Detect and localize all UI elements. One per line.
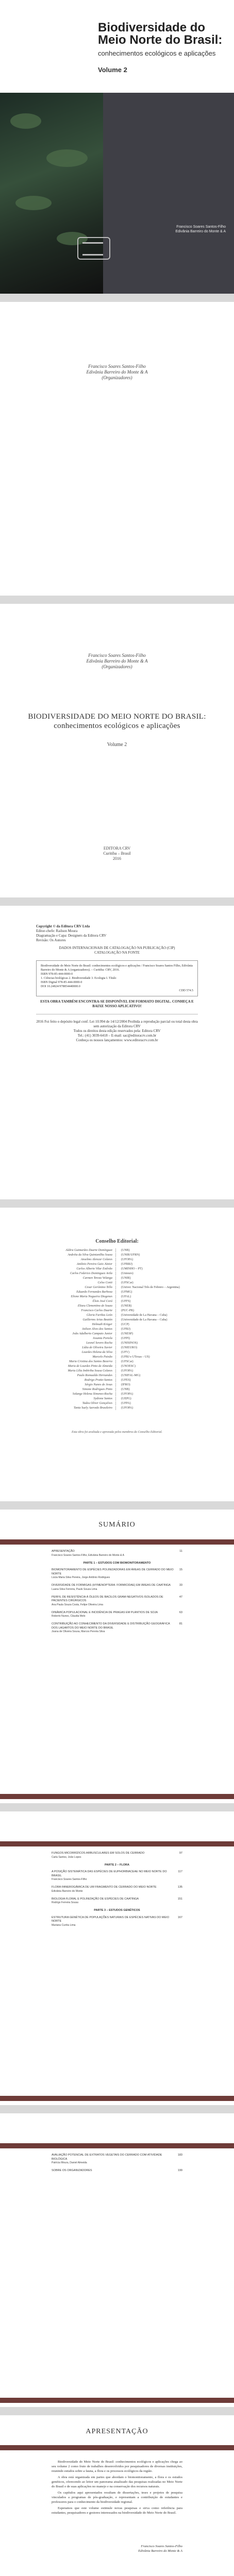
presentation-top-bar <box>0 2445 234 2450</box>
board-member-affiliation: (PUC-PR) <box>121 1309 135 1312</box>
toc-entry[interactable] <box>52 1870 182 1882</box>
toc-entry-title: DINÂMICA POPULACIONAL E INCIDÊNCIA DE PRAGAS EM PLANTIOS DE SOJA <box>52 1611 158 1614</box>
board-member-affiliation: (UFOPA) <box>121 1406 133 1410</box>
toc-entries <box>52 1550 182 1638</box>
board-member-name: Rodrigo Pratte-Santos <box>36 1378 116 1382</box>
presentation-text <box>52 2460 182 2517</box>
board-member-affiliation: (UFOPA) <box>121 1393 133 1396</box>
toc-entry-authors: Edivânia Barreiro do Monte <box>52 1889 83 1893</box>
toc-entry-authors: Luana Silva Ferreira, Paulo Souza Lima <box>52 1587 97 1591</box>
board-member-name: Tadeu Oliver Gonçalves <box>36 1401 116 1405</box>
board-member-name: Marcelo Paixão <box>36 1355 116 1359</box>
toc-entry[interactable] <box>52 1568 182 1580</box>
board-member-name: Sérgio Nunes de Jesus <box>36 1383 116 1387</box>
organizers-list: Francisco Soares Santos-Filho Edivânia Barreiro do Monte & A (Organizadores) <box>86 364 148 380</box>
board-member-affiliation: (UFAL) <box>121 1295 131 1298</box>
presentation-paragraph: Biodiversidade do Meio Norte do Brasil: conhecimentos ecológicos e aplicações chega ao seu volume 2 como fruto de trabalhos desenvolvidos por pesquisadores de diversas instituições, reunindo estudos sobre a fauna, a flora e os processos ecológicos da região. <box>52 2460 182 2473</box>
toc-entry-page: 11 <box>179 1550 182 1553</box>
board-title: Conselho Editorial: <box>95 1239 139 1244</box>
board-member-affiliation: (UFRJ) <box>121 1328 131 1331</box>
board-member-name: Antônio Pereira Gaio Júnior <box>36 1262 116 1266</box>
catalog-address: Todos os direitos desta edição reservados pela: Editora CRV <box>73 1029 161 1033</box>
toc-entry-title: DIVERSIDADE DE FORMIGAS (HYMENOPTERA: FORMICIDAE) EM ÁREAS DE CAATINGA <box>52 1584 171 1587</box>
organizers-page <box>0 302 234 596</box>
board-member-name: Carlos Alberto Vilar Estêvão <box>36 1267 116 1271</box>
toc-entry-page: 199 <box>177 2169 182 2172</box>
title-page <box>0 604 234 897</box>
board-member-affiliation: (UNIEURO) <box>121 1346 137 1349</box>
board-member-name: Élsio José Corá <box>36 1299 116 1303</box>
board-member-name: Simone Rodrigues Pinto <box>36 1387 116 1392</box>
toc-page-3 <box>0 2113 234 2407</box>
toc-entry[interactable] <box>52 1916 182 1927</box>
board-member-affiliation: (UNEB) <box>121 1304 132 1308</box>
toc-entries <box>52 1852 182 1931</box>
board-member-affiliation: (UFFS) <box>121 1300 131 1303</box>
toc-entry-authors: Francisco Soares Santos-Filho, Edivânia Barreiro do Monte & A <box>52 1553 124 1557</box>
toc-entry[interactable] <box>52 2169 182 2173</box>
board-member-affiliation: (IFRO) <box>121 1383 130 1386</box>
cover-page <box>0 0 234 294</box>
toc-entry[interactable] <box>52 1611 182 1619</box>
board-member-affiliation: (UFES) <box>121 1379 131 1382</box>
board-member-affiliation: (UFRJ e UTexas – US) <box>121 1355 150 1359</box>
toc-bottom-bar <box>0 1794 234 1799</box>
board-member-name: Paulo Romualdo Hernandes <box>36 1374 116 1378</box>
catalog-line: Revisão: Os Autores <box>36 938 66 942</box>
board-member-name: Sydione Santos <box>36 1397 116 1401</box>
board-member-name: Lídia de Oliveira Xavier <box>36 1346 116 1350</box>
toc-entry[interactable] <box>52 1596 182 1607</box>
board-member-affiliation: (UFPA) <box>121 1402 131 1405</box>
toc-bottom-bar <box>0 2096 234 2101</box>
toc-entry-page: 117 <box>178 1870 182 1873</box>
toc-entry[interactable] <box>52 1550 182 1557</box>
toc-title: SUMÁRIO <box>98 1521 136 1529</box>
board-member-name: Elione Maria Nogueira Diogenes <box>36 1295 116 1299</box>
board-member-name: Carmen Tereza Velanga <box>36 1276 116 1280</box>
board-member-name: Josania Portela <box>36 1336 116 1341</box>
toc-top-bar <box>0 1841 234 1846</box>
toc-entry-title: PERFIL DE RESISTÊNCIA À ÓLEOS DE BACILOS GRAM-NEGATIVOS ISOLADOS DE PACIENTES CIRÚRGICOS <box>52 1595 163 1602</box>
board-member-affiliation: (UEPG) <box>121 1397 131 1400</box>
toc-entry-title: FLORA FANEROGÂMICA DE UM FRAGMENTO DE CERRADO DO MEIO NORTE <box>52 1886 157 1889</box>
board-member-name: Andréia da Silva Quintanilha Sousa <box>36 1253 116 1257</box>
toc-entry-title: SOBRE OS ORGANIZADORES <box>52 2169 92 2172</box>
board-member-affiliation: (UFV) <box>121 1351 129 1354</box>
board-member-affiliation: (UFRRJ) <box>121 1263 133 1266</box>
board-member-affiliation: (Universidade de La Havana – Cuba) <box>121 1318 168 1321</box>
board-member-affiliation: (Unieuro) <box>121 1272 133 1275</box>
board-member-affiliation: (Univer. Nacional Três de Febrero – Argentina) <box>121 1286 180 1289</box>
board-member-name: Helmuth Krüger <box>36 1323 116 1327</box>
board-member-name: Maria de Lourdes Pinto de Almeida <box>36 1364 116 1368</box>
catalog-header-2: CATALOGAÇÃO NA FONTE <box>94 951 140 955</box>
board-member-affiliation: (UNESP) <box>121 1332 133 1335</box>
toc-entry-page: 167 <box>177 1916 182 1919</box>
board-member-name: Maria Cristina dos Santos Bezerra <box>36 1360 116 1364</box>
toc-entry-authors: Joana de Oliveira Sousa, Marcos Pereira Silva <box>52 1630 105 1633</box>
board-member-affiliation: (UCP) <box>121 1323 129 1326</box>
presentation-paragraph: A obra está organizada em partes que abordam o biomonitoramento, a flora e os estudos genéticos, oferecendo ao leitor um panorama atualizado das pesquisas realizadas no Meio Norte do Brasil e de suas aplicações no manejo e na conservação dos recursos naturais. <box>52 2476 182 2488</box>
toc-entry-title: FUNGOS MICORRÍZICOS ARBUSCULARES EM SOLOS DE CERRADO <box>52 1852 145 1855</box>
presentation-signature: Francisco Soares Santos-Filho Edivânia Barreiro do Monte & A <box>138 2545 182 2553</box>
toc-entry-title: CONTRIBUIÇÃO AO CONHECIMENTO DA DIVERSIDADE E DISTRIBUIÇÃO GEOGRÁFICA DOS LAGARTOS DO MEIO NORTE DO BRASIL <box>52 1622 170 1630</box>
toc-entry-authors: Lúcia Maria Silva Pereira, Jorge Antônio Rodrigues <box>52 1576 110 1579</box>
toc-entry[interactable] <box>52 1886 182 1893</box>
board-member-name: Anselmo Alencar Colares <box>36 1258 116 1262</box>
board-member-affiliation: (UNOESC) <box>121 1365 136 1368</box>
board-member-affiliation: (UNIR/UFRN) <box>121 1253 140 1257</box>
toc-entry-page: 33 <box>179 1584 182 1587</box>
board-member-name: Gloria Fariñas León <box>36 1313 116 1317</box>
toc-entry-authors: Patrícia Moura, Daniel Almeida <box>52 2161 87 2164</box>
toc-entry-title: AVALIAÇÃO POTENCIAL DE EXTRATOS VEGETAIS DO CERRADO COM ATIVIDADE BIOLÓGICA <box>52 2154 162 2161</box>
presentation-paragraph: Esperamos que este volume estimule novas pesquisas e sirva como referência para estudantes, pesquisadores e gestores interessados na biodiversidade do Meio Norte do Brasil. <box>52 2506 182 2515</box>
toc-part-heading: PARTE 2 – FLORA <box>105 1863 129 1867</box>
catalog-page <box>0 906 234 1199</box>
toc-entry-authors: Rodrigo Ferreira Sousa <box>52 1901 78 1904</box>
title-page-title: BIODIVERSIDADE DO MEIO NORTE DO BRASIL: conhecimentos ecológicos e aplicações <box>28 713 206 730</box>
board-member-affiliation: (UFOPA) <box>121 1258 133 1261</box>
catalog-header: DADOS INTERNACIONAIS DE CATALOGAÇÃO NA PUBLICAÇÃO (CIP) <box>59 946 175 950</box>
board-member-name: Cesar Gerónimo Tello <box>36 1285 116 1290</box>
toc-entry[interactable] <box>52 1622 182 1634</box>
title-page-organizers: Francisco Soares Santos-Filho Edivânia Barreiro do Monte & A (Organizadores) <box>86 653 148 669</box>
toc-entry-title: ESTRUTURA GENÉTICA DE POPULAÇÕES NATURAIS DE ESPÉCIES NATIVAS DO MEIO NORTE <box>52 1916 169 1923</box>
board-member-affiliation: (Universidade de La Havana – Cuba) <box>121 1314 168 1317</box>
board-footer: Esta obra foi avaliada e aprovada pelos membros do Conselho Editorial. <box>71 1431 163 1434</box>
board-member-name: Elizeu Clementino de Souza <box>36 1304 116 1308</box>
editorial-board-page <box>0 1208 234 1501</box>
presentation-page <box>0 2415 234 2576</box>
board-member-name: Jailson Alves dos Santos <box>36 1327 116 1331</box>
toc-entries <box>52 2154 182 2177</box>
board-member-name: Lourdes Helena da Silva <box>36 1350 116 1354</box>
board-members <box>36 1248 198 1410</box>
crv-logo-icon <box>77 237 110 260</box>
toc-bottom-bar <box>0 2398 234 2403</box>
board-member-affiliation: (UMINHO – PT) <box>121 1267 143 1270</box>
toc-entry[interactable] <box>52 2154 182 2165</box>
toc-entry-page: 135 <box>177 1886 182 1889</box>
board-member-affiliation: (UFPI) <box>121 1337 130 1340</box>
catalog-reserved: ESTA OBRA TAMBÉM ENCONTRA-SE DISPONÍVEL EM FORMATO DIGITAL. CONHEÇA E BAIXE NOSSO APLICATIVO! <box>40 999 194 1008</box>
catalog-site: Tel.: (41) 3039-6418 – E-mail: sac@editoracrv.com.br <box>77 1033 157 1038</box>
catalog-rights: 2016 Foi feito o depósito legal conf. Lei 10.994 de 14/12/2004 Proibida a reprodução parcial ou total desta obra sem autorização da Editora CRV <box>36 1020 198 1028</box>
toc-top-bar <box>0 1539 234 1545</box>
toc-part-heading: PARTE 1 – ESTUDOS COM BIOMONITORAMENTO <box>83 1561 151 1565</box>
board-member-name: Aldira Guimarães Duarte Domínguez <box>36 1248 116 1252</box>
presentation-paragraph: Os capítulos aqui apresentados resultam de dissertações, teses e projetos de pesquisa vinculados a programas de pós-graduação, e representam a contribuição de estudantes e professores para o conhecimento da biodiversidade regional. <box>52 2491 182 2504</box>
catalog-line: Editor-chefe: Railson Moura <box>36 929 78 933</box>
board-member-affiliation: (UNB) <box>121 1249 130 1252</box>
board-member-affiliation: (UNIR) <box>121 1277 131 1280</box>
board-member-name: Solange Helena Ximenes-Rocha <box>36 1392 116 1396</box>
title-page-volume: Volume 2 <box>107 742 127 748</box>
title-page-publisher: EDITORA CRV Curitiba – Brasil 2016 <box>103 846 131 861</box>
board-member-affiliation: (UFMG) <box>121 1291 132 1294</box>
toc-entry-authors: Francisco Soares Santos-Filho <box>52 1878 87 1881</box>
board-member-name: Francisco Carlos Duarte <box>36 1309 116 1313</box>
toc-entry-page: 47 <box>179 1595 182 1599</box>
cover-subtitle: conhecimentos ecológicos e aplicações <box>98 49 216 57</box>
toc-entry-title: APRESENTAÇÃO <box>52 1550 75 1553</box>
toc-top-bar <box>0 2143 234 2148</box>
board-member-affiliation: (UNB) <box>121 1388 130 1391</box>
toc-entry-page: 63 <box>179 1611 182 1614</box>
cover-organizers: Francisco Soares Santos-Filho Edivânia Barreiro do Monte & A <box>175 225 226 233</box>
cover-photo <box>0 93 103 294</box>
toc-entry-authors: Ana Paula Souza Costa, Felipe Oliveira Lima <box>52 1603 104 1606</box>
toc-part-heading: PARTE 3 – ESTUDOS GENÉTICOS <box>94 1909 140 1912</box>
toc-entry-page: 97 <box>179 1852 182 1855</box>
board-member-affiliation: (UFSCar) <box>121 1281 133 1284</box>
toc-entry-authors: Carla Santos, João Lopes <box>52 1855 81 1859</box>
board-member-name: Guillermo Arias Beatón <box>36 1318 116 1322</box>
board-member-affiliation: (UNIFAL-MG) <box>121 1374 141 1377</box>
toc-entry[interactable] <box>52 1897 182 1905</box>
toc-entry-page: 183 <box>177 2154 182 2157</box>
toc-entry-page: 81 <box>179 1622 182 1625</box>
toc-entry-page: 151 <box>177 1897 182 1901</box>
toc-entry-title: A POSIÇÃO SISTEMÁTICA DAS ESPÉCIES DE EUPHORBIACEAE NO MEIO NORTE DO BRASIL <box>52 1870 167 1877</box>
board-member-name: Tania Suely Azevedo Brasileiro <box>36 1406 116 1410</box>
toc-entry-page: 15 <box>179 1568 182 1571</box>
toc-page-1 <box>0 1510 234 1803</box>
catalog-copyright: Copyright © da Editora CRV Ltda <box>36 924 90 928</box>
toc-entry-title: BIOLOGIA FLORAL E POLINIZAÇÃO DE ESPÉCIES DE CAATINGA <box>52 1897 139 1901</box>
board-member-name: Maria Lília Imbiriba Sousa Colares <box>36 1369 116 1373</box>
cover-title: Biodiversidade do Meio Norte do Brasil: <box>98 21 223 47</box>
presentation-title: APRESENTAÇÃO <box>86 2428 148 2435</box>
board-member-name: Celso Conti <box>36 1281 116 1285</box>
toc-page-2 <box>0 1811 234 2105</box>
board-member-name: João Adalberto Campato Junior <box>36 1332 116 1336</box>
toc-entry-title: BIOMONITORAMENTO DE ESPÉCIES POLINIZADORAS EM ÁREAS DE CERRADO DO MEIO NORTE <box>52 1568 174 1575</box>
catalog-site-2: Conheça os nossos lançamentos: www.editoracrv.com.br <box>76 1038 158 1042</box>
cover-volume: Volume 2 <box>98 66 127 74</box>
board-member-affiliation: (UFOPA) <box>121 1369 133 1372</box>
catalog-record: Biodiversidade do Meio Norte do Brasil: conhecimentos ecológicos e aplicações / Francisco Soares Santos Filho, Edivânia Barreiro do Monte & A (organizadores). – Curitiba: CRV, 2016. ISBN 978-85-444-0000-0 1. Ciências biológicas 2. Biodiversidade 3. Ecologia I. Título ISBN Digital 978-85-444-0000-0 DOI 10.24824/978854440000.0 CDD 574.5 <box>36 960 198 996</box>
board-member-affiliation: (UNISINOS) <box>121 1342 138 1345</box>
catalog-line: Diagramação e Capa: Designers da Editora CRV <box>36 934 107 938</box>
toc-entry-authors: Mariana Cunha Lima <box>52 1923 76 1927</box>
board-member-name: Carlos Federico Dominguez Avila <box>36 1272 116 1276</box>
toc-entry-authors: Roberto Nunes, Cláudia Melo <box>52 1615 86 1618</box>
toc-entry[interactable] <box>52 1584 182 1591</box>
board-member-name: Eduardo Fernandes Barbosa <box>36 1290 116 1294</box>
board-member-affiliation: (UFSCar) <box>121 1360 133 1363</box>
toc-entry[interactable] <box>52 1852 182 1859</box>
board-member-name: Leonel Severo Rocha <box>36 1341 116 1345</box>
